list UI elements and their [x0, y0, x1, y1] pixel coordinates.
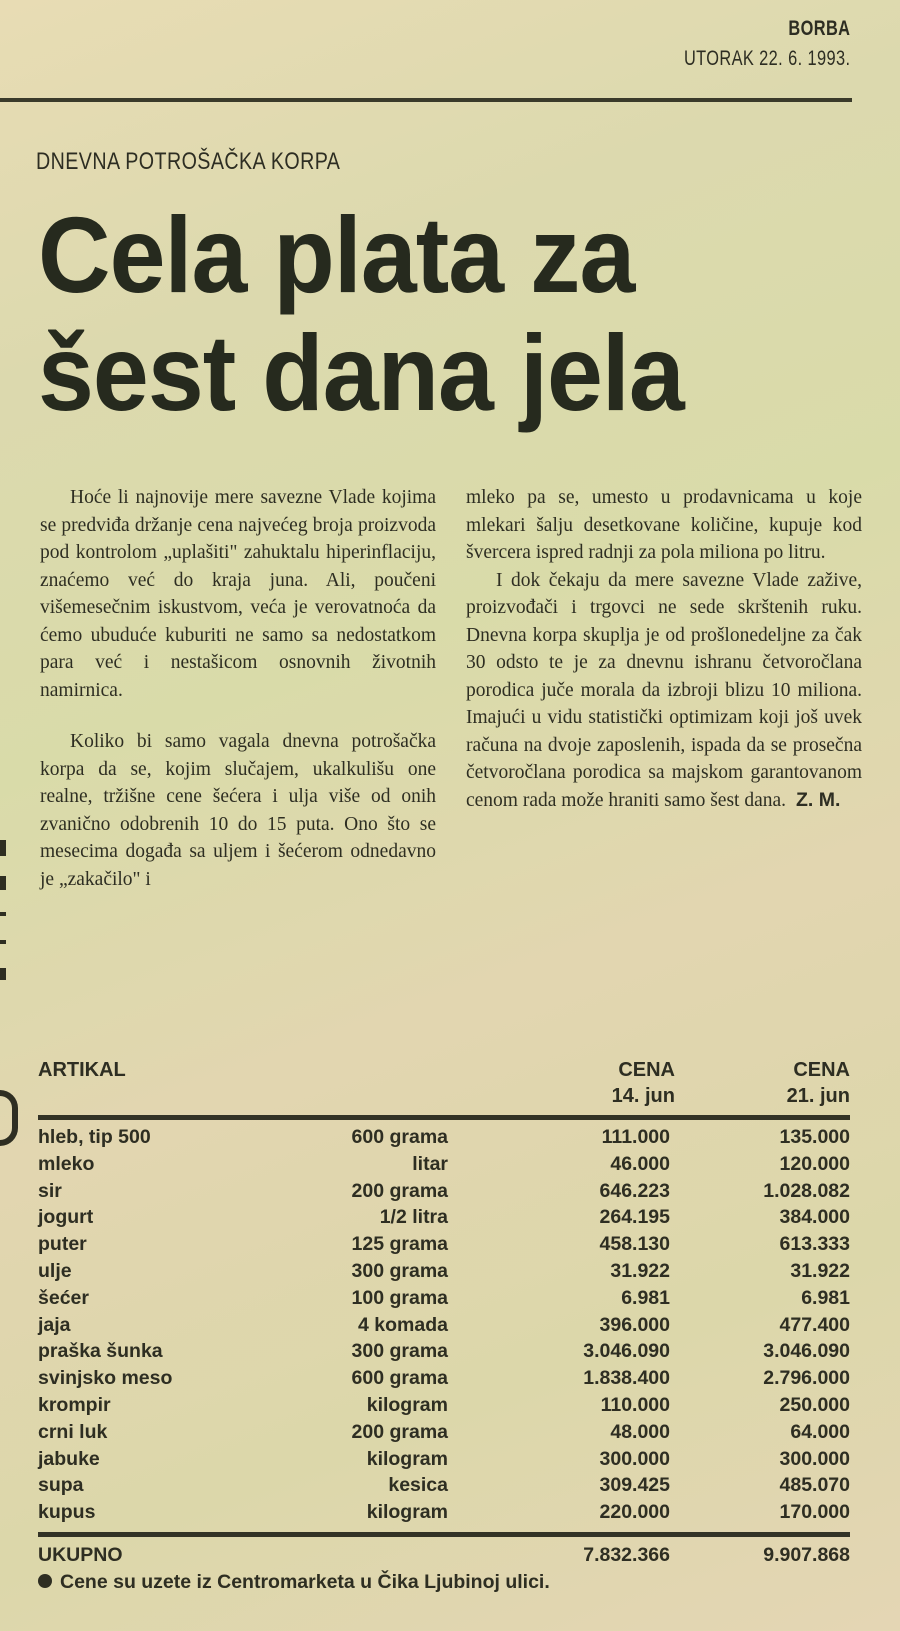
price-14-jun: 300.000 — [599, 1447, 670, 1470]
item-name: sir — [38, 1179, 62, 1202]
byline: Z. M. — [796, 788, 841, 811]
price-table — [38, 1057, 850, 1595]
price-14-jun: 309.425 — [599, 1474, 670, 1497]
price-21-jun: 384.000 — [779, 1206, 850, 1229]
edge-mark — [0, 912, 6, 916]
col-header-date: 14. jun — [611, 1085, 675, 1107]
table-body — [38, 1124, 850, 1526]
price-14-jun: 46.000 — [610, 1152, 670, 1175]
table-row — [38, 1499, 850, 1526]
col-header-label: CENA — [793, 1059, 850, 1081]
item-unit: kilogram — [366, 1393, 448, 1416]
item-name: crni luk — [38, 1420, 108, 1443]
item-unit: kesica — [388, 1474, 448, 1497]
item-name: jogurt — [38, 1206, 94, 1229]
item-name: jabuke — [38, 1447, 100, 1470]
table-row — [38, 1419, 850, 1446]
price-14-jun: 31.922 — [610, 1259, 670, 1282]
headline — [38, 196, 684, 432]
total-label: UKUPNO — [38, 1543, 123, 1566]
col-header-price-2 — [675, 1057, 850, 1115]
price-21-jun: 477.400 — [779, 1313, 850, 1336]
paragraph-text: I dok čekaju da mere savezne Vlade zažive, proizvođači i trgovci ne sede skrštenih ruku. Dnevna korpa skuplja je od prošlonedeljne za čak 30 odsto te je za dnevnu ishranu četvoročlana porodica juče morala da izbroji blizu 10 miliona. Imajući u vidu statistički optimizam koji još uvek računa na dvoje zaposlenih, ispada da se prosečna četvoročlana porodica sa majskom garantovanom cenom rada može hraniti samo šest dana. — [466, 569, 862, 811]
price-14-jun: 396.000 — [599, 1313, 670, 1336]
article-column-left — [40, 484, 436, 893]
item-name: šećer — [38, 1286, 89, 1309]
total-rule — [38, 1532, 850, 1537]
item-name: puter — [38, 1233, 87, 1256]
price-21-jun: 2.796.000 — [763, 1367, 850, 1390]
price-14-jun: 3.046.090 — [583, 1340, 670, 1363]
issue-date: UTORAK 22. 6. 1993. — [683, 47, 850, 70]
item-unit: 300 grama — [351, 1259, 448, 1282]
item-unit: 4 komada — [358, 1313, 448, 1336]
table-row — [38, 1178, 850, 1205]
edge-mark — [0, 840, 6, 856]
article-column-right — [466, 484, 862, 814]
col-header-price-1 — [500, 1057, 675, 1115]
table-row — [38, 1446, 850, 1473]
edge-letter-fragment — [0, 1090, 18, 1146]
price-14-jun: 110.000 — [600, 1393, 670, 1416]
table-row — [38, 1124, 850, 1151]
table-row — [38, 1231, 850, 1258]
item-unit: 200 grama — [351, 1179, 448, 1202]
item-name: ulje — [38, 1259, 72, 1282]
item-unit: 300 grama — [351, 1340, 448, 1363]
item-unit: 600 grama — [351, 1367, 448, 1390]
item-unit: litar — [412, 1152, 448, 1175]
price-21-jun: 6.981 — [801, 1286, 850, 1309]
edge-mark — [0, 968, 6, 980]
top-rule — [0, 98, 852, 102]
edge-mark — [0, 876, 6, 890]
paragraph: mleko pa se, umesto u prodavnicama u koje mlekari šalju desetkovane količine, kupuje kod švercera ispred radnji za pola miliona po litru. — [466, 487, 862, 563]
item-name: praška šunka — [38, 1340, 163, 1363]
newspaper-name: BORBA — [787, 17, 850, 40]
col-header-artikal: ARTIKAL — [38, 1059, 126, 1081]
price-21-jun: 31.922 — [790, 1259, 850, 1282]
item-unit: 600 grama — [351, 1126, 448, 1148]
price-14-jun: 264.195 — [599, 1206, 670, 1229]
table-row — [38, 1204, 850, 1231]
price-14-jun: 1.838.400 — [583, 1367, 670, 1390]
table-header — [38, 1057, 850, 1115]
table-row — [38, 1338, 850, 1365]
table-row — [38, 1258, 850, 1285]
price-21-jun: 170.000 — [779, 1501, 850, 1524]
paragraph: Koliko bi samo vagala dnevna potrošačka korpa da se, kojim slučajem, ukalkulišu one realne, tržišne cene šećera i ulja više od onih zvanično odobrenih 10 do 15 puta. Ono što se mesecima događa sa uljem i šećerom odnedavno je „zakačilo" i — [40, 731, 436, 890]
item-name: krompir — [38, 1393, 111, 1416]
col-header-label: CENA — [618, 1059, 675, 1081]
item-unit: 1/2 litra — [379, 1206, 448, 1229]
table-row — [38, 1312, 850, 1339]
masthead — [684, 14, 850, 74]
price-14-jun: 111.000 — [601, 1126, 670, 1148]
headline-line-2: šest dana jela — [38, 312, 684, 433]
table-row — [38, 1392, 850, 1419]
headline-line-1: Cela plata za — [38, 194, 635, 315]
price-21-jun: 64.000 — [790, 1420, 850, 1443]
bullet-icon — [38, 1574, 52, 1588]
price-14-jun: 458.130 — [599, 1233, 670, 1256]
price-21-jun: 120.000 — [779, 1152, 850, 1175]
price-14-jun: 6.981 — [621, 1286, 670, 1309]
total-row — [38, 1541, 850, 1569]
price-21-jun: 1.028.082 — [763, 1179, 850, 1202]
price-21-jun: 613.333 — [779, 1233, 850, 1256]
price-21-jun: 3.046.090 — [763, 1340, 850, 1363]
total-price-2: 9.907.868 — [763, 1543, 850, 1566]
item-name: svinjsko meso — [38, 1367, 173, 1390]
header-rule — [38, 1115, 850, 1120]
item-unit: 125 grama — [351, 1233, 448, 1256]
price-14-jun: 646.223 — [599, 1179, 670, 1202]
paragraph: Hoće li najnovije mere savezne Vlade kojima se predviđa držanje cena najvećeg broja proizvoda pod kontrolom „uplašiti" zahuktalu hiperinflaciju, znaćemo već do kraja juna. Ali, poučeni višemesečnim iskustvom, veća je verovatnoća da ćemo ubuduće kuburiti ne samo sa nedostatkom para već i nestašicom osnovnih životnih namirnica. — [40, 487, 436, 701]
col-header-date: 21. jun — [786, 1085, 850, 1107]
price-21-jun: 250.000 — [779, 1393, 850, 1416]
item-name: supa — [38, 1474, 84, 1497]
item-unit: 200 grama — [351, 1420, 448, 1443]
total-price-1: 7.832.366 — [583, 1543, 670, 1566]
item-name: hleb, tip 500 — [38, 1126, 151, 1148]
source-note-text: Cene su uzete iz Centromarketa u Čika Ljubinoj ulici. — [60, 1570, 550, 1593]
item-name: kupus — [38, 1501, 96, 1524]
table-row — [38, 1365, 850, 1392]
item-name: jaja — [38, 1313, 71, 1336]
table-row — [38, 1151, 850, 1178]
price-21-jun: 485.070 — [779, 1474, 850, 1497]
item-unit: kilogram — [366, 1447, 448, 1470]
edge-mark — [0, 940, 6, 944]
kicker: DNEVNA POTROŠAČKA KORPA — [36, 148, 341, 175]
item-name: mleko — [38, 1152, 95, 1175]
price-14-jun: 220.000 — [599, 1501, 670, 1524]
price-21-jun: 300.000 — [779, 1447, 850, 1470]
price-21-jun: 135.000 — [779, 1126, 850, 1148]
paragraph — [466, 567, 862, 815]
source-note — [38, 1569, 850, 1595]
item-unit: kilogram — [366, 1501, 448, 1524]
item-unit: 100 grama — [351, 1286, 448, 1309]
table-row — [38, 1285, 850, 1312]
table-row — [38, 1472, 850, 1499]
price-14-jun: 48.000 — [610, 1420, 670, 1443]
